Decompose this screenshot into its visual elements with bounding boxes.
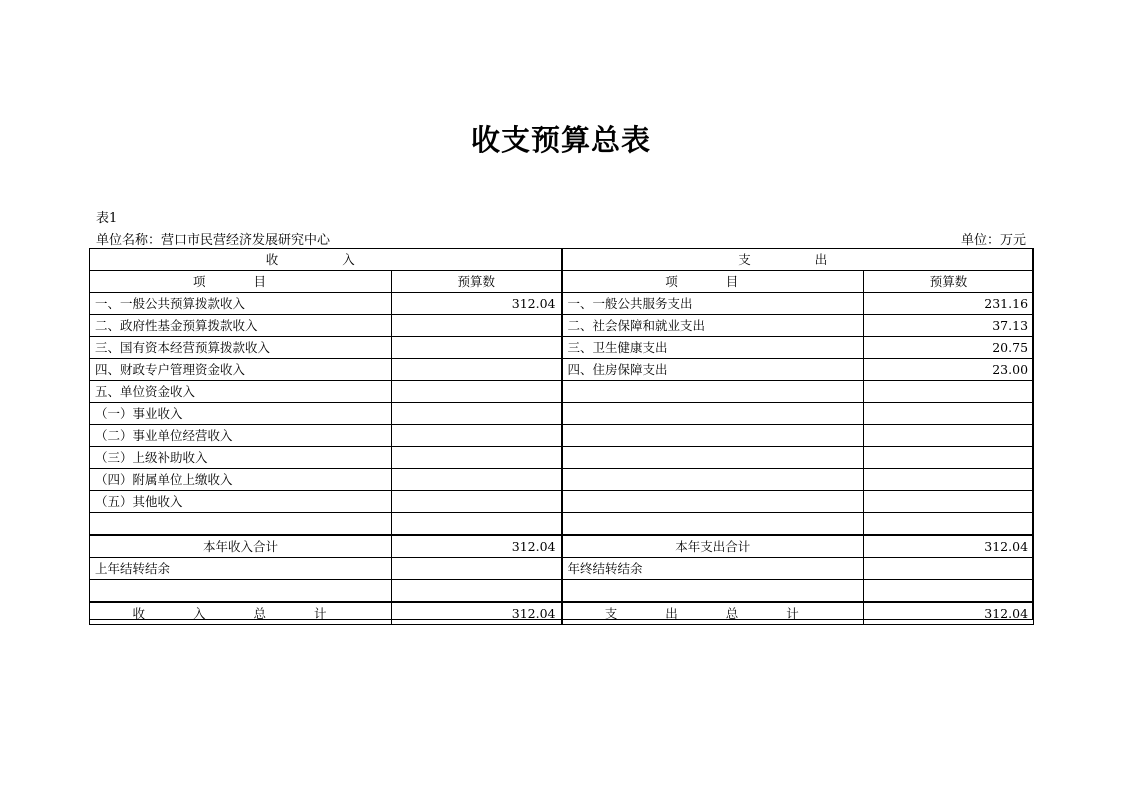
blank-cell (90, 580, 392, 603)
expense-budget-header: 预算数 (864, 271, 1034, 293)
year-end-carryover-label: 年终结转结余 (562, 558, 864, 580)
expense-value-cell (864, 469, 1034, 491)
table-row (90, 315, 1034, 337)
expense-value-cell: 23.00 (864, 359, 1034, 381)
income-item-cell: 一、一般公共预算拨款收入 (90, 293, 392, 315)
income-item-cell: （一）事业收入 (90, 403, 392, 425)
expense-item-cell (562, 447, 864, 469)
expense-value-cell (864, 425, 1034, 447)
year-income-total-value: 312.04 (392, 535, 562, 558)
table-row (90, 359, 1034, 381)
expense-value-cell: 37.13 (864, 315, 1034, 337)
prior-carryover-label: 上年结转结余 (90, 558, 392, 580)
income-value-cell (392, 469, 562, 491)
expense-item-cell: 三、卫生健康支出 (562, 337, 864, 359)
grand-income-total-value: 312.04 (392, 602, 562, 625)
blank-row (90, 580, 1034, 603)
table-row (90, 425, 1034, 447)
income-item-header: 项 目 (90, 271, 392, 293)
expense-value-cell (864, 447, 1034, 469)
prior-carryover-value (392, 558, 562, 580)
blank-cell (562, 580, 864, 603)
year-end-carryover-value (864, 558, 1034, 580)
expense-value-cell: 231.16 (864, 293, 1034, 315)
expense-value-cell (864, 403, 1034, 425)
table-row (90, 447, 1034, 469)
grand-total-row (90, 602, 1034, 625)
expense-item-header: 项 目 (562, 271, 864, 293)
grand-expense-total-value: 312.04 (864, 602, 1034, 625)
section-header-row (90, 249, 1034, 271)
blank-cell (864, 580, 1034, 603)
income-value-cell (392, 513, 562, 536)
expense-item-cell (562, 381, 864, 403)
income-budget-header: 预算数 (392, 271, 562, 293)
table-row (90, 403, 1034, 425)
year-income-total-label: 本年收入合计 (90, 535, 392, 558)
income-item-cell: （五）其他收入 (90, 491, 392, 513)
income-item-cell: 四、财政专户管理资金收入 (90, 359, 392, 381)
expense-item-cell (562, 491, 864, 513)
income-value-cell (392, 403, 562, 425)
grand-expense-total-label: 支 出 总 计 (562, 602, 864, 625)
year-expense-total-label: 本年支出合计 (562, 535, 864, 558)
expense-item-cell: 一、一般公共服务支出 (562, 293, 864, 315)
income-value-cell (392, 381, 562, 403)
table-number: 表1 (96, 211, 118, 226)
expense-item-cell (562, 403, 864, 425)
money-unit: 单位：万元 (960, 233, 1026, 248)
column-header-row (90, 271, 1034, 293)
year-expense-total-value: 312.04 (864, 535, 1034, 558)
income-value-cell (392, 491, 562, 513)
table-row (90, 513, 1034, 536)
table-row (90, 381, 1034, 403)
expense-section-header: 支 出 (562, 249, 1034, 271)
blank-cell (392, 580, 562, 603)
budget-summary-table (89, 248, 1034, 625)
table-body (90, 293, 1034, 536)
income-value-cell (392, 337, 562, 359)
income-value-cell: 312.04 (392, 293, 562, 315)
income-value-cell (392, 425, 562, 447)
income-section-header: 收 入 (90, 249, 562, 271)
expense-item-cell: 四、住房保障支出 (562, 359, 864, 381)
income-item-cell (90, 513, 392, 536)
unit-name: 单位名称：营口市民营经济发展研究中心 (96, 233, 331, 248)
income-value-cell (392, 315, 562, 337)
expense-item-cell (562, 469, 864, 491)
grand-income-total-label: 收 入 总 计 (90, 602, 392, 625)
expense-item-cell (562, 425, 864, 447)
income-item-cell: 五、单位资金收入 (90, 381, 392, 403)
page-title: 收支预算总表 (470, 123, 651, 157)
expense-value-cell (864, 513, 1034, 536)
income-item-cell: （三）上级补助收入 (90, 447, 392, 469)
table-row (90, 491, 1034, 513)
table-row (90, 293, 1034, 315)
expense-item-cell (562, 513, 864, 536)
year-total-row (90, 535, 1034, 558)
income-item-cell: （四）附属单位上缴收入 (90, 469, 392, 491)
expense-value-cell (864, 491, 1034, 513)
carryover-row (90, 558, 1034, 580)
table-row (90, 337, 1034, 359)
income-value-cell (392, 359, 562, 381)
income-item-cell: （二）事业单位经营收入 (90, 425, 392, 447)
expense-value-cell (864, 381, 1034, 403)
table-row (90, 469, 1034, 491)
income-value-cell (392, 447, 562, 469)
income-item-cell: 三、国有资本经营预算拨款收入 (90, 337, 392, 359)
expense-value-cell: 20.75 (864, 337, 1034, 359)
expense-item-cell: 二、社会保障和就业支出 (562, 315, 864, 337)
income-item-cell: 二、政府性基金预算拨款收入 (90, 315, 392, 337)
